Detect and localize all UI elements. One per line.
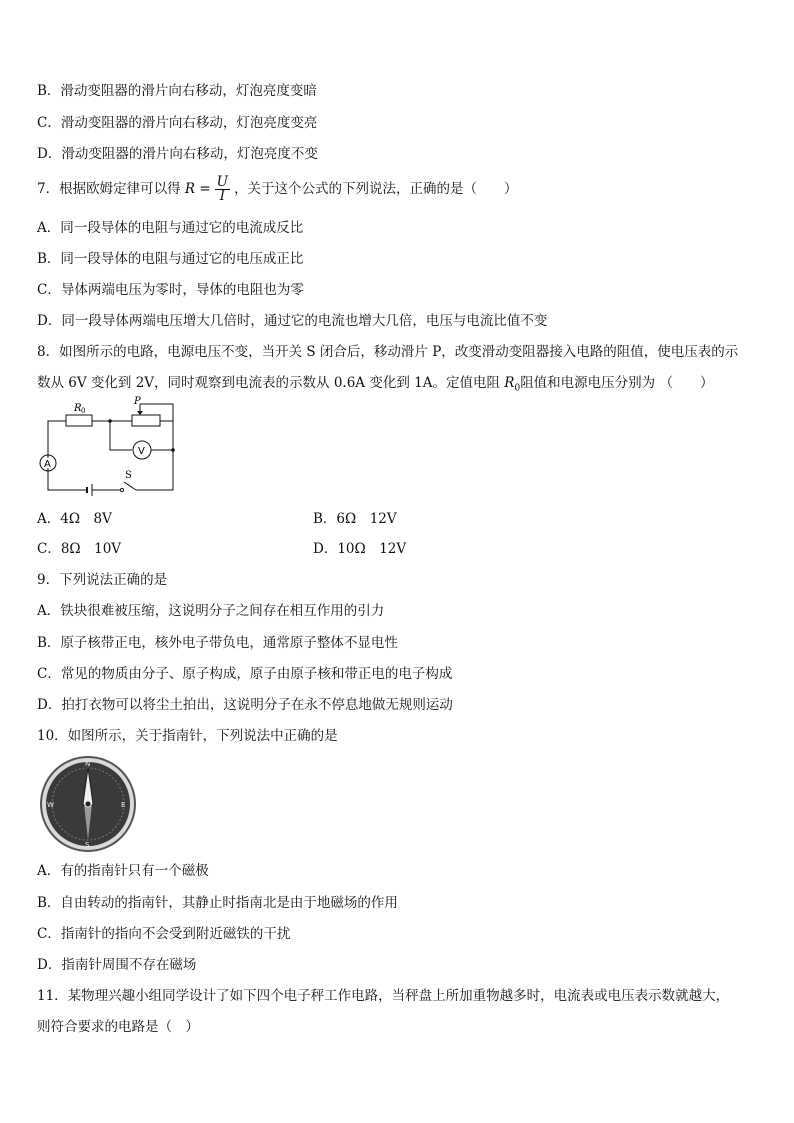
diagram-label-s: S: [125, 470, 132, 481]
q7-formula-lhs: R =: [184, 181, 211, 197]
slider-arrow: [137, 411, 143, 415]
q10-option-b: B．自由转动的指南针，其静止时指南北是由于地磁场的作用: [37, 895, 398, 911]
q7-option-d: D．同一段导体两端电压增大几倍时，通过它的电流也增大几倍，电压与电流比值不变: [37, 313, 548, 329]
compass-label-n: N: [85, 760, 91, 768]
compass-label-w: W: [47, 801, 54, 809]
q7-formula-numerator: U: [216, 174, 229, 190]
q9-option-c: C．常见的物质由分子、原子构成，原子由原子核和带正电的电子构成: [37, 666, 453, 682]
q11-stem-line2: 则符合要求的电路是（ ）: [37, 1019, 199, 1035]
q8-stem-line2-pre: 数从 6V 变化到 2V，同时观察到电流表的示数从 0.6A 变化到 1A。定值电阻: [37, 375, 505, 391]
diagram-label-v: V: [138, 446, 145, 457]
q8-circuit-diagram: [36, 396, 182, 496]
compass-label-s: S: [85, 841, 90, 849]
q7-formula-fraction: [215, 176, 230, 203]
q10-option-d: D．指南针周围不存在磁场: [37, 957, 197, 973]
rheostat-resistor: [132, 415, 160, 426]
switch-pivot: [120, 488, 123, 491]
q7-formula-denominator: I: [219, 188, 226, 204]
r0-resistor: [66, 415, 92, 426]
q8-option-c: C．8Ω 10V: [37, 541, 122, 557]
q9-option-b: B．原子核带正电，核外电子带负电，通常原子整体不显电性: [37, 635, 398, 651]
q9-stem: 9．下列说法正确的是: [37, 572, 168, 588]
compass-image: [37, 754, 139, 854]
voltmeter-left-wire: [110, 421, 132, 450]
q8-stem-line2-post: 阻值和电源电压分别为 （ ）: [520, 375, 714, 391]
diagram-label-p: P: [134, 396, 141, 407]
q6-option-b: B．滑动变阻器的滑片向右移动，灯泡亮度变暗: [37, 83, 317, 99]
q7-stem: [37, 176, 518, 203]
q8-stem-line2: [37, 374, 713, 398]
q7-option-b: B．同一段导体的电阻与通过它的电压成正比: [37, 251, 304, 267]
q8-option-d: D．10Ω 12V: [313, 541, 407, 557]
q7-stem-pre: 7．根据欧姆定律可以得: [37, 181, 185, 197]
q11-stem-line1: 11．某物理兴趣小组同学设计了如下四个电子秤工作电路，当秤盘上所加重物越多时，电流表或电压表示数就越大，: [37, 988, 730, 1004]
diagram-label-r0: R: [74, 403, 82, 414]
q7-option-c: C．导体两端电压为零时，导体的电阻也为零: [37, 282, 304, 298]
circuit-wire-left-top: [48, 421, 66, 458]
slider-wire: [140, 404, 173, 450]
q8-r0-symbol: R: [504, 375, 515, 391]
q9-option-d: D．拍打衣物可以将尘土拍出，这说明分子在永不停息地做无规则运动: [37, 697, 453, 713]
junction-dot-right: [171, 448, 175, 452]
q8-stem-line1: 8．如图所示的电路，电源电压不变，当开关 S 闭合后，移动滑片 P，改变滑动变阻器接入电路的阻值，使电压表的示: [37, 344, 739, 360]
q7-stem-post: ，关于这个公式的下列说法，正确的是（ ）: [234, 181, 518, 197]
switch-blade: [124, 482, 136, 490]
q9-option-a: A．铁块很难被压缩，这说明分子之间存在相互作用的引力: [37, 603, 385, 619]
q10-stem: 10．如图所示，关于指南针，下列说法中正确的是: [37, 728, 338, 744]
circuit-wire-left-bottom: [48, 468, 87, 490]
compass-pivot: [85, 801, 91, 807]
q7-option-a: A．同一段导体的电阻与通过它的电流成反比: [37, 220, 304, 236]
compass-label-e: E: [121, 801, 126, 809]
diagram-label-r0-sub: 0: [81, 407, 86, 415]
q6-option-d: D．滑动变阻器的滑片向右移动，灯泡亮度不变: [37, 146, 318, 162]
diagram-label-a: A: [44, 459, 51, 470]
q8-option-a: A．4Ω 8V: [37, 511, 112, 527]
q6-option-c: C．滑动变阻器的滑片向右移动，灯泡亮度变亮: [37, 115, 318, 131]
q8-option-b: B．6Ω 12V: [313, 511, 397, 527]
q10-option-a: A．有的指南针只有一个磁极: [37, 863, 209, 879]
q10-option-c: C．指南针的指向不会受到附近磁铁的干扰: [37, 926, 291, 942]
junction-dot-left: [108, 419, 112, 423]
q8-r0-sub: 0: [514, 383, 521, 394]
